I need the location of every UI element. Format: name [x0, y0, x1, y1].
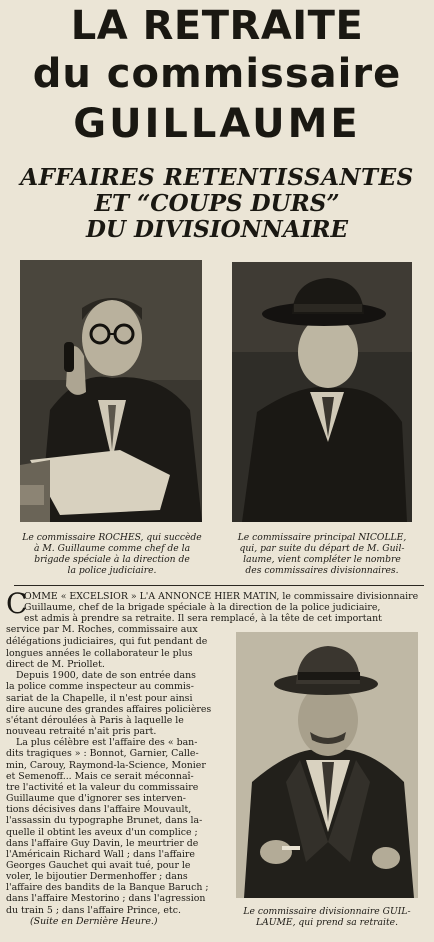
headline-line-2: du commissaire: [32, 51, 402, 97]
lead-line: OMME « EXCELSIOR » L'A ANNONCÉ HIER MATIN, le commissaire divisionnaire: [24, 591, 419, 602]
headline-line-3: GUILLAUME: [73, 101, 361, 147]
body-line: min, Carouy, Raymond-la-Science, Monier: [6, 759, 206, 771]
lead-line: Guillaume, chef de la brigade spéciale à la direction de la police judiciaire,: [24, 602, 381, 614]
body-line: Depuis 1900, date de son entrée dans: [16, 670, 196, 682]
photo-commissaire-nicolle: [232, 262, 412, 522]
caption-guillaume: [232, 906, 422, 928]
caption-line: des commissaires divisionnaires.: [245, 565, 399, 576]
caption-line: qui, par suite du départ de M. Guil-: [239, 543, 405, 554]
subheadline-line-2: ET “COUPS DURS”: [94, 190, 340, 217]
drop-cap: C: [6, 587, 28, 620]
body-line: longues années le collaborateur le plus: [6, 648, 193, 659]
body-line: direct de M. Priollet.: [6, 659, 105, 671]
caption-nicolle: [228, 532, 416, 576]
caption-line: Le commissaire divisionnaire GUIL-: [243, 906, 411, 917]
continued-note: (Suite en Dernière Heure.): [30, 915, 158, 927]
body-line: dire aucune des grandes affaires policières: [6, 703, 212, 715]
body-line: voler, le bijoutier Dermenhoffer ; dans: [6, 871, 188, 883]
caption-line: la police judiciaire.: [67, 565, 157, 576]
body-line: Georges Gauchet qui avait tué, pour le: [6, 859, 191, 871]
body-line: l'assassin du typographe Brunet, dans la-: [6, 815, 203, 827]
body-line: sariat de la Chapelle, il n'est pour ainsi: [6, 692, 193, 704]
body-line: tions décisives dans l'affaire Mouvault,: [6, 804, 192, 816]
body-line: s'étant déroulées à Paris à laquelle le: [6, 714, 184, 726]
lead-line: est admis à prendre sa retraite. Il sera remplacé, à la tête de cet important: [24, 613, 382, 625]
caption-line: à M. Guillaume comme chef de la: [33, 543, 191, 554]
body-line: et Semenoff... Mais ce serait méconnaî-: [6, 770, 194, 782]
subheadline-line-1: AFFAIRES RETENTISSANTES: [20, 164, 414, 191]
body-line: l'affaire des bandits de la Banque Baruch ;: [6, 882, 209, 894]
photo-commissaire-roches: [20, 260, 202, 522]
body-line: quelle il obtint les aveux d'un complice ;: [6, 826, 198, 838]
caption-line: laume, vient compléter le nombre: [243, 554, 401, 565]
body-line: Guillaume que d'ignorer ses interven-: [6, 793, 186, 805]
section-divider: [14, 585, 424, 586]
body-line: dans l'affaire Mestorino ; dans l'agression: [6, 893, 206, 905]
body-line: La plus célèbre est l'affaire des « ban-: [16, 737, 198, 749]
article-lead: [6, 587, 430, 647]
caption-line: Le commissaire principal NICOLLE,: [237, 532, 407, 543]
subheadline-line-3: DU DIVISIONNAIRE: [85, 216, 349, 243]
caption-line: LAUME, qui prend sa retraite.: [255, 917, 398, 928]
article-column: [6, 648, 228, 927]
body-line: dans l'affaire Guy Davin, le meurtrier de: [6, 837, 199, 849]
headline-line-1: LA RETRAITE: [70, 3, 364, 49]
caption-roches: [20, 532, 204, 576]
body-line: l'Américain Richard Wall ; dans l'affaire: [6, 848, 195, 860]
body-line: la police comme inspecteur au commis-: [6, 681, 194, 693]
lead-line: délégations judiciaires, qui fut pendant de: [6, 635, 208, 647]
caption-line: brigade spéciale à la direction de: [34, 554, 190, 565]
body-line: nouveau retraité n'ait pris part.: [6, 726, 157, 738]
body-line: du train 5 ; dans l'affaire Prince, etc.: [6, 904, 181, 916]
photo-commissaire-guillaume: [236, 632, 418, 898]
body-line: dits tragiques » : Bonnot, Garnier, Calle-: [6, 748, 199, 760]
caption-line: Le commissaire ROCHES, qui succède: [22, 532, 202, 543]
body-line: tre l'activité et la valeur du commissaire: [6, 781, 199, 793]
lead-line: service par M. Roches, commissaire aux: [6, 624, 198, 636]
